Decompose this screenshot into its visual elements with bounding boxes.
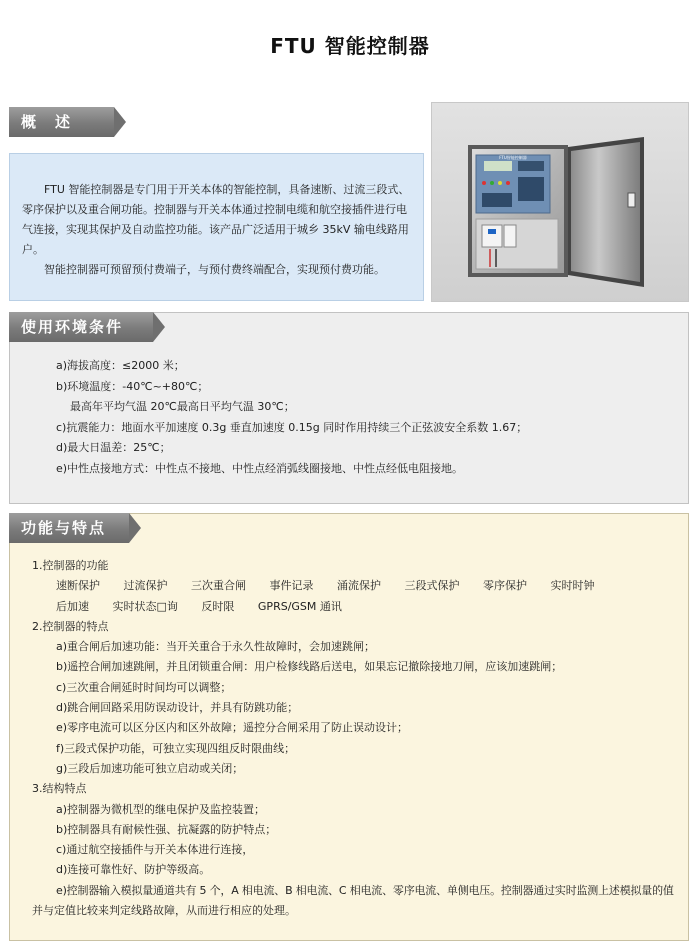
overview-tab [9, 107, 126, 137]
features-tab [9, 513, 141, 543]
function-item: 零序保护 [483, 579, 527, 593]
function-item: 涌流保护 [337, 579, 381, 593]
overview-tab-arrow [114, 107, 126, 137]
features-heading-structure: 3.结构特点 [32, 782, 87, 796]
function-row-2 [32, 597, 677, 617]
structure-item-continued: 并与定值比较来判定线路故障，从而进行相应的处理。 [32, 904, 296, 918]
environment-list [56, 356, 676, 479]
features-tab-label: 功能与特点 [9, 513, 129, 543]
function-item: GPRS/GSM 通讯 [257, 599, 342, 613]
characteristic-item: e)零序电流可以区分区内和区外故障；遥控分合闸采用了防止误动设计； [56, 721, 409, 735]
structure-item: b)控制器具有耐候性强、抗凝露的防护特点； [56, 822, 277, 836]
characteristic-item: a)重合闸后加速功能：当开关重合于永久性故障时，会加速跳闸； [56, 640, 376, 654]
structure-item: e)控制器输入模拟量通道共有 5 个，A 相电流、B 相电流、C 相电流、零序电流、单侧电压。控制器通过实时监测上述模拟量的值 [56, 883, 674, 897]
environment-item: a)海拔高度：≤2000 米； [56, 359, 185, 372]
characteristic-item: f)三段式保护功能，可独立实现四组反时限曲线； [56, 741, 296, 755]
features-list [32, 556, 677, 921]
environment-item: c)抗震能力：地面水平加速度 0.3g 垂直加速度 0.15g 同时作用持续三个正弦波安全系数 1.67； [56, 420, 528, 434]
environment-item: e)中性点接地方式：中性点不接地、中性点经消弧线圈接地、中性点经低电阻接地。 [56, 461, 464, 475]
characteristic-item: b)遥控合闸加速跳闸，并且闭锁重合闸：用户检修线路后送电，如果忘记撤除接地刀闸，应该加速跳闸； [56, 660, 563, 674]
function-row-1 [32, 576, 677, 596]
environment-item: 最高年平均气温 20℃最高日平均气温 30℃； [70, 400, 295, 413]
features-tab-arrow [129, 513, 141, 543]
function-item: 速断保护 [56, 579, 100, 593]
structure-item: a)控制器为微机型的继电保护及监控装置； [56, 802, 266, 816]
characteristic-item: c)三次重合闸延时时间均可以调整； [56, 680, 232, 694]
overview-tab-label: 概 述 [9, 107, 114, 137]
function-item: 三次重合闸 [191, 579, 246, 593]
characteristic-item: d)跳合闸回路采用防误动设计，并具有防跳功能； [56, 701, 299, 715]
function-item: 过流保护 [123, 579, 168, 593]
features-heading-characteristics: 2.控制器的特点 [32, 619, 109, 633]
environment-item: d)最大日温差：25℃； [56, 441, 171, 454]
structure-item: d)连接可靠性好、防护等级高。 [56, 863, 211, 877]
function-item: 后加速 [56, 599, 89, 613]
environment-tab-arrow [153, 312, 165, 342]
page-title: FTU 智能控制器 [270, 34, 430, 58]
function-item: 实时状态□询 [112, 599, 178, 613]
function-item: 反时限 [201, 599, 235, 613]
environment-tab [9, 312, 165, 342]
function-item: 三段式保护 [404, 579, 460, 593]
overview-text [22, 180, 414, 280]
ftu-cabinet-icon [432, 103, 689, 302]
environment-tab-label: 使用环境条件 [9, 312, 153, 342]
overview-paragraph-2: 智能控制器可预留预付费端子，与预付费终端配合，实现预付费功能。 [44, 263, 385, 276]
structure-item: c)通过航空接插件与开关本体进行连接， [56, 843, 254, 857]
features-heading-functions: 1.控制器的功能 [32, 559, 109, 572]
ftu-cabinet-photo [431, 102, 689, 302]
characteristic-item: g)三段后加速功能可独立启动或关闭； [56, 761, 244, 775]
overview-paragraph-1: FTU 智能控制器是专门用于开关本体的智能控制，具备速断、过流三段式、零序保护以及重合闸功能。控制器与开关本体通过控制电缆和航空接插件进行电气连接，实现其保护及自动监控功能。该产品广泛适用于城乡 35kV 输电线路用户。 [22, 183, 410, 256]
environment-item: b)环境温度：-40℃~+80℃； [56, 379, 209, 393]
function-item: 事件记录 [269, 579, 314, 593]
cabinet-panel-label: FTU智能控制器 [499, 155, 527, 160]
function-item: 实时时钟 [550, 579, 595, 593]
